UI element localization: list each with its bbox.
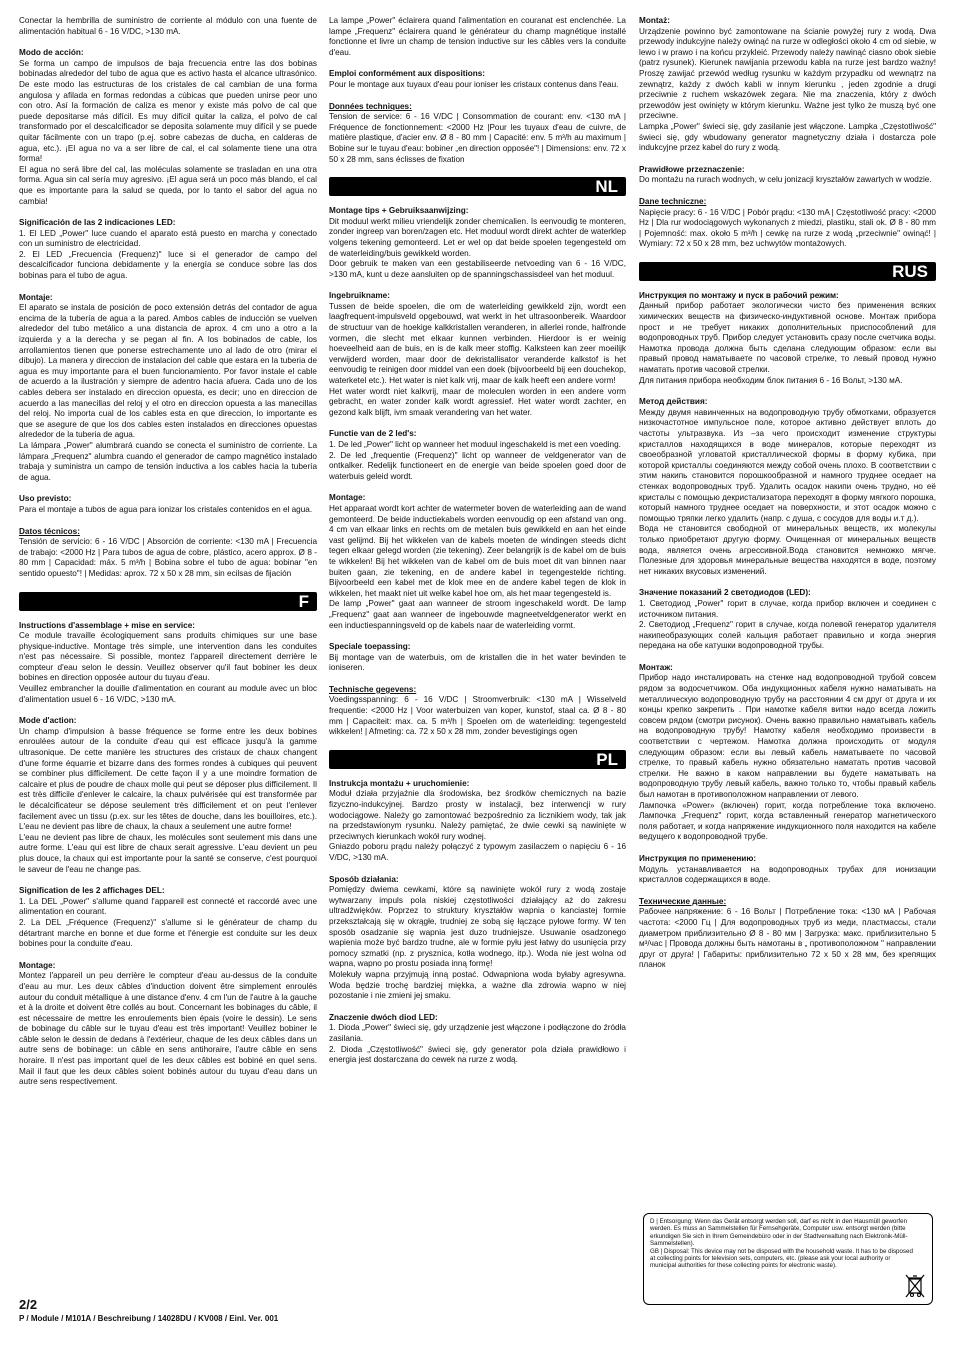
section-heading: Mode d'action:	[19, 716, 77, 726]
section-body: Do montażu na rurach wodnych, w celu jonizacji kryształów zawartych w wodzie.	[639, 175, 932, 185]
section-heading: Montage:	[329, 493, 366, 503]
section-heading: Functie van de 2 led's:	[329, 429, 417, 439]
section	[639, 291, 936, 386]
document-reference: P / Module / M101A / Beschreibung / 14028DU / KV008 / Einl. Ver. 001	[19, 1314, 279, 1323]
section-body: 1. De led „Power" licht op wanneer het moduul ingeschakeld is met een voeding. 2. De led „frequentie (Frequenz)" licht op wanneer de veldgenerator van de ontkalker. Redelijk functioneert en de energie van beide spoelen goed door de waterbuis geleid wordt.	[329, 440, 626, 481]
language-section-header: NL	[329, 177, 626, 196]
section	[19, 527, 317, 580]
section	[329, 642, 626, 674]
section-body: Pomiędzy dwiema cewkami, które są nawinięte wokół rury z wodą zostaje wytwarzany impuls pola niskiej częstotliwości działający aż do zakresu ultradźwięków. Poprzez to struktury kryształów wapnia o kanciastej formie przekształcają się w okrągłe, trudniej ze sobą się łączące pyłowe formy. W ten sposób osadzanie się wapnia jest duzo trudniejsze. Usuwanie osadzonego wapienia może być bardzo trudne, ale w formie pyłu jest łatwy do usunięcia przy pomocy szmatki (np. z prysznica, kotła wodnego, itp.). Woda nie jest wolna od wapna, wapno po prostu posiada inną formę! Molekuły wapna przyjmują inną postać. Odwapniona woda byłaby agresywna. Woda będzie trochę bardziej miękka, a ważne dla zdrowia wapno w niej pozostanie i nie zmieni jej smaku.	[329, 885, 626, 1001]
section-heading: Prawidłowe przeznaczenie:	[639, 164, 745, 174]
column-1	[19, 16, 317, 1099]
column-2	[329, 16, 626, 1077]
section-body: Montez l'appareil un peu derrière le compteur d'eau au-dessus de la conduite d'eau au mur. Les deux câbles d'induction doivent être simplement enroulés autour du conduit métallique à une distance d'env. 4 cm l'un de l'autre à la gauche et à la droite et doivent être collés au bout. Concernant les bobinages du câble, il est nécessaire de mettre les enroulements bien épais (voire le dessin). Le sens de bobinage du câble sur le tuyau d'eau est très important! Veuillez bobiner le câble selon le dessin de dedans à l'extérieur, chaque de les deux câbles dans un autre sens de bobinage: un câble en sens antihoraire, l'autre câble en sens horaire. Il n'est pas important quel de les deux câbles est bobiné en quel sens. Mail il faut que les deux câbles soient bobinés autour du tuyau d'eau dans un autre sens respectivement.	[19, 971, 317, 1087]
section-heading: Significación de las 2 indicaciones LED:	[19, 218, 176, 228]
section-body: Para el montaje a tubos de agua para ionizar los cristales contenidos en el agua.	[19, 504, 313, 514]
section-heading: Метод действия:	[639, 397, 708, 407]
section	[329, 69, 626, 90]
section-heading: Инструкция по монтажу и пуск в рабочий режим:	[639, 290, 839, 300]
section-body: 1. El LED „Power" luce cuando el aparato está puesto en marcha y conectado con un suministro de electricidad. 2. El LED „Frecuencia (Frequenz)" luce si el generador de campo del descalcificador funciona debidamente y la energía se conduce sobre las dos bobinas para el tubo de agua.	[19, 228, 317, 281]
language-section-header: PL	[329, 750, 626, 769]
section	[329, 875, 626, 1002]
paragraph: La lampe „Power" éclairera quand l'alimentation en couranat est enclenchée. La lampe „Frequenz" éclairera quand le générateur du champ magnétique installé fonctionne et livre un champ de tension inductive sur les câbles vers la conduite d'eau.	[329, 16, 626, 57]
section	[639, 165, 936, 186]
section-heading: Инструкция по применению:	[639, 853, 757, 863]
section-heading: Signification de les 2 affichages DEL:	[19, 886, 165, 896]
paragraph: Conectar la hembrilla de suministro de corriente al módulo con una fuente de alimentación habitual 6 - 16 V/DC, >130 mA.	[19, 16, 317, 36]
section-body: Рабочее напряжение: 6 - 16 Вольт | Потребление тока: <130 мА | Рабочая частота: <2000 Гц | Для водопроводных труб из меди, пластмассы, стали диаметром приблизительно Ø 8 - 80 мм | Загрузка: макс. приблизительно 5 м³/час | Провода должны быть намотаны в „ противоположном " направлении друг от друга! | Габариты: приблизительно 72 x 50 x 28 мм, без крепящих планок	[639, 907, 936, 970]
section	[19, 621, 317, 706]
section	[639, 663, 936, 843]
section-body: Pour le montage aux tuyaux d'eau pour ioniser les cristaux contenus dans l'eau.	[329, 79, 619, 89]
section-body: Un champ d'impulsion à basse fréquence se forme entre les deux bobines enroulées autour de la conduite d'eau qui est efficace jusqu'à la gamme ultrasonique. De cette manière les structures des cristaux de chaux changent d'une forme équarrie et bizarre dans des formes rondes à cubiques qui peuvent se combiner plus difficilement. De cette façon il y a une moindre formation de calcaire et plus de poudre de chaux molle qui peut se déposer plus difficilement. Il est très difficile d'enlever le calcaire, la chaux pulvérisée qui est transformée par le décalcificateur se dépose seulement très difficilement et on peut l'enlever facilement avec un tissu (p.ex. sur les têtes de douche, dans les bouilloires, etc.). L'eau ne devient pas libre de chaux, la chaux a seulement une autre forme! L'eau ne devient pas libre de chaux, les molécules sont seulement mis dans une autre forme. L'eau qui est libre de chaux serait agressive. L'eau devient un peu plus douce, la chaux qui est importante pour la santé se conserve, c'est pourquoi le saveur de l'eau ne change pas.	[19, 726, 317, 874]
section	[639, 397, 936, 577]
section-heading: Instrukcja montażu + uruchomienie:	[329, 778, 470, 788]
section-body: Tension de service: 6 - 16 V/DC | Consommation de courant: env. <130 mA | Fréquence de fonctionnement: <2000 Hz |Pour les tuyaux d'eau de cuivre, de matière plastique, d'acier env. Ø 8 - 80 mm | Capacité: env. 5 m³/h au maximum | Bobine sur le tuyau d'eau: bobiner „en direction opposée"! | Dimensions: env. 72 x 50 x 28 mm, sans éclisses de fixation	[329, 112, 626, 164]
section-heading: Montaż:	[639, 16, 670, 25]
section-heading: Монтаж:	[639, 662, 673, 672]
section-body: Voedingsspanning: 6 - 16 V/DC | Stroomverbruik: <130 mA | Wisselveld frequentie: <2000 Hz | Voor waterbuizen van koper, kunstof, staal ca. Ø 8 - 80 mm | Capaciteit: max. ca. 5 m³/h | Spoelen om de waterleiding: tegengesteld wikkelen! | Afmeting: ca. 72 x 50 x 28 mm, zonder bevestigings ogen	[329, 695, 626, 737]
section	[19, 293, 317, 484]
section-body: Urządzenie powinno być zamontowane na ścianie powyżej rury z wodą. Dwa przewody indukcyjne należy owinąć na rurze w odległości około 4 cm od siebie, w lewo i w prawo i na końcu przykleić. Przewody należy nawinąć ciasno obok siebie (patrz rysunek). Kierunek nawijania przewodu kabla na rurze jest bardzo ważny! Proszę zawijać przewód według rysunku w każdym przypadku od wewnątrz na zewnątrz, każdy z dwóch kabli w innym kierunku , jeden zgodnie a drugi przeciwnie z ruchem wskazówek zegara. Nie ma znaczenia, który z dwóch przewodów jest owinięty w którym kierunku. Ważne jest tylko że muszą być one przeciwne. Lampka „Power" świeci się, gdy zasilanie jest włączone. Lampka „Częstotliwość" świeci się, gdy wbudowany generator magnetyczny działa i dostarcza pole indukcyjne przez kabel do rury z wodą.	[639, 26, 936, 153]
section-body: Moduł działa przyjaźnie dla środowiska, bez środków chemicznych na bazie fizyczno-indukcyjnej. Bardzo prosty w instalacji, bez interwencji w rury wodociągowe. Należy go zamontować bezpośrednio za licznikiem wody, tak jak na przedstawionym rysunku. Należy pamiętać, że dwie cewki są nawinięte w przeciwnych kierunkach wokół rury wodnej. Gniazdo poboru prądu należy połączyć z typowym zasilaczem o napięciu 6 - 16 V/DC, >130 mA.	[329, 789, 626, 862]
section	[329, 429, 626, 482]
section-heading: Modo de acción:	[19, 48, 84, 58]
section	[329, 1013, 626, 1066]
section-heading: Montaje:	[19, 292, 53, 302]
section-heading: Значение показаний 2 светодиодов (LED):	[639, 588, 811, 598]
page-number: 2/2	[19, 1297, 38, 1312]
section-body: 1. Dioda „Power" świeci się, gdy urządzenie jest włączone i podłączone do źródła zasilania. 2. Dioda „Częstotliwość" świeci się, gdy generator pola działa prawidłowo i energia jest dostarczana do cewek na rurze z wodą.	[329, 1023, 626, 1065]
section-body: Между двумя навинченных на водопроводную трубу обмотками, образуется низкочастотное импульсное поле, которое активно действует вплоть до частоты ультразвука. Из –за чего происходит изменение структуры кристаллов находящихся в воде минералов, которые переходят из своеобразной угловатой кристаллической формы в форму кубика, при которой кристаллы соединяются между собой очень плохо. В соответствии с этим накипь становится порошкообразной и намного труднее оседает на стенках водопроводных труб. Удалить осадок накипи очень трудно, но её кристалы с помощью декристализатора переходят в форму мягкого порошка, который намного труднее оседает на поверхности, и этот осадок можно с помощью тряпки легко удалить (напр. с душа, с сосудов для воды и.т д.). Вода не становится свободной от минеральных веществ, их молекулы только приобретают другую форму. Очищенная от минеральных веществ вода, является очень агрессивной.Вода становится немножко мягче. Полезные для здоровья минеральные вещества находятся в воде, поэтому нет никаких вкусовых изменений.	[639, 407, 936, 576]
section-body: Bij montage van de waterbuis, om de kristallen die in het water bevinden te ioniseren.	[329, 652, 626, 673]
page-footer	[19, 1297, 278, 1323]
section-heading: Uso previsto:	[19, 494, 72, 504]
section-heading: Données techniques:	[329, 101, 412, 111]
section-body: Napięcie pracy: 6 - 16 V/DC | Pobór prądu: <130 mA | Częstotliwość pracy: <2000 Hz | Dla rur wodociągowych wykonanych z miedzi, plastiku, stali ok. Ø 8 - 80 mm | Pojemność: max. około 5 m³/h | cewkę na rurze z wodą „przeciwnie" owinąć! | Wymiary: 72 x 50 x 28 mm, bez uchwytów montażowych.	[639, 207, 936, 249]
section	[329, 206, 626, 280]
section-body: Ce module travaille écologiquement sans produits chimiques sur une base physique-inductive. Montage très simple, une intervention dans les conduites n'est pas nécessaire. Si possible, montez l'appareil directement derrière le compteur d'eau selon le dessin. Veuillez observer qu'il faut bobiner les deux bobines en direction opposée autour du tuyau d'eau. Veuillez embrancher la douille d'alimentation en courant au module avec un bloc d'alimentation usuel 6 - 16 V/DC, >130 mA.	[19, 631, 317, 704]
section	[329, 779, 626, 864]
language-section-header: RUS	[639, 262, 936, 281]
section-heading: Технические данные:	[639, 896, 727, 906]
section-body: Tussen de beide spoelen, die om de waterleiding gewikkeld zijn, wordt een laagfrequent-impulsveld opgebouwd, wat werkt in het ultrasoonbereik. Waardoor de structuur van de hoekige kalkkristallen veranderen, in allerlei ronde, halfronde vormen, die slecht met elkaar kunnen verbinden. Hierdoor is er weinig hoeveelheid aan de buis, en is de kalk meer stoffig. Kalksteen kan zeer moeilijk verwijderd worden, maar door de dekristallisator veranderde kalkstof is het eenvoudig te reinigen door middel van een doek (bijvoorbeeld bij een douchekop, waterketel etc.). Het water is niet kalk vrij, maar de kalk heeft een andere vorm! Het water wordt niet kalkvrij, maar de moleculen worden in een andere vorm gebracht, en water zonder kalk wordt agressief. Het water wordt zachter, en gezond kalk blijft, ivm smaak verandering van het water.	[329, 301, 626, 417]
section-body: El aparato se instala de posición de poco extensión detrás del contador de agua encima de la tubería de agua a la pared. Ambos cables de inducción se vuelven alrededor del tubo metálico a una distancia de aprox. 4 cm uno a otro a la izquierda y a la derecha y se pegan al fin. A los bobinados de cable, los arrollamientos tienen que ponerse estrechamente uno al lado de otro (mirar el dibujo). La manera y direccion de instalacion del cable que estara en la tuberia de agua es muy importante para el buen funcionamiento. Por favor instale el cable de acuerdo a la ilustración y siempre de adentro hacia afuera. Cada uno de los cables debera ser instalado en direccion opuesta, es decir; uno en direccion de acuerdo a las manecillas del reloj y el otro en direccion opuesta a las manecillas del reloj. No importa cual de los cables esta en que direccion, lo importante es que se asegure de que los dos cables esten instalados en direcciones opuestas alrededor de la tuberia de agua. La lámpara „Power" alumbrará cuando se conecta el suministro de corriente. La lámpara „Frequenz" alumbra cuando el generador de campo magnético instalado trabaja y suministra un campo de tensión inductiva a los cables hacia la tubería de agua.	[19, 303, 317, 482]
section	[639, 897, 936, 971]
section-heading: Emploi conformément aux dispositions:	[329, 69, 486, 79]
section-heading: Montage:	[19, 960, 56, 970]
disposal-text-gb: GB | Disposal: This device may not be disposed with the household waste. It has to be disposed at collecting points for television sets, computers, etc. (please ask your local authority or municipal authorities for these collecting points for electronic waste).	[650, 1247, 913, 1270]
section-body: Se forma un campo de impulsos de baja frecuencia entre las dos bobinas bobinadas alrededor del tubo de agua que es activo hasta el alcance ultrasónico. De este modo las estructuras de los cristales de cal cambian de una forma angulosa y afilada en formas redondas a cúbicas que pueden unirse peor uno con otro. Así la formación de caliza es menor y existe más polvo de cal que puede depositarse más difícil. Es muy difícil quitar la caliza, el polvo de cal transformado por el descalcificador se deposita solamente muy difícil y se puede quitar fácilmente con un trapo (p.ej. sobre cabezas de ducha, en calderas de agua, etc.). ¡El agua no va a ser libre de cal, el cal solamente tiene una otra forma! El agua no será libre del cal, las moléculas solamente se trasladan en una otra forma. Agua sin cal sería muy agresivo. ¡El agua será un poco más blando, el cal que es importante para la salud se queda, por lo tanto el sabor del agua no cambia!	[19, 58, 317, 206]
section-body: 1. La DEL „Power" s'allume quand l'appareil est connecté et raccordé avec une alimentation en courant. 2. La DEL „Fréquence (Frequenz)" s'allume si le générateur de champ du détartrant marche en bonne et due forme et l'énergie est conduite sur les deux bobines pour la conduite d'eau.	[19, 896, 317, 949]
disposal-text-de: D | Entsorgung: Wenn das Gerät entsorgt werden soll, darf es nicht in den Hausmüll geworfen werden. Es muss an Sammelstellen für Fernsehgeräte, Computer usw. entsorgt werden (bitte erkundigen Sie sich in Ihrem Gemeindebüro oder in der Stadtverwaltung nach Elektronik-Müll-Sammelstellen).	[650, 1218, 908, 1248]
section	[19, 494, 317, 515]
section-body: Прибор надо инсталировать на стенке над водопроводной трубой совсем рядом за водосчетчиком. Оба индукционных кабеля нужно наматывать на металлическую водопроводную трубу на расстоянии 4 см друг от друга и их концы крепко закрепить . При намотке кабеля витки надо всегда ложить совсем рядом (смотри рисунок). Очень важно правильно наматывать кабель на водопроводную трубу! Намотку кабеля необходимо произвести в соответствии с чертежом. Намотка должна происходить от модуля следующим образом: если вы левый кабель наматываете по часовой стрелке, то правый кабель нужно обязательно наматать против часовой стрелки. Не важно в каком направлении вы будете наматывать на водопроводную трубу левый кабель, важно только то, чтобы правый кабель был намотан в противоположном направлении от левого. Лампочка «Power» (включен) горит, когда потребление тока включено. Лампочка „Frequenz" горит, когда вставленный генератор магнетического поля работает, и когда напряжение индукционного поля находится на кабеле ведущего к водопроводной трубе.	[639, 673, 936, 842]
section-heading: Technische gegevens:	[329, 684, 417, 694]
crossed-out-wheelie-bin-icon	[904, 1273, 926, 1299]
section-body: Tensión de servicio: 6 - 16 V/DC | Absorción de corriente: <130 mA | Frecuencia de trabajo: <2000 Hz | Para tubos de agua de cobre, plástico, acero approx. Ø 8 - 80 mm | Capacidad: máx. 5 m³/h | Bobina sobre el tubo de agua: bobinar "en sentido opuesto"! | Medidas: aprox. 72 x 50 x 28 mm, sin ecilsas de fijación	[19, 537, 317, 578]
section	[19, 886, 317, 950]
section-body: Het apparaat wordt kort achter de watermeter boven de waterleiding aan de wand gemonteerd. De beide inductiekabels worden eenvoudig op een afstand van ong. 4 cm van elkaar links en rechts om de metalen buis gewikkeld en aan het einde vast gelijmd. Bij het wikkelen van de kabels moeten de windingen steeds dicht tegen elkaar gelegd worden (zie tekening). Zeer belangrijk is de kabel om de buis te wikkelen! Bij het wikkelen van de kabel om de buis moet dit van binnen naar buiten gaan, zie tekening, en de andere kabel in tegengestelde richting. Bijvoorbeeld een kabel met de klok mee en de andere kabel tegen de klok in wikkelen, het maakt niet uit welke kabel hoe om, als het maar tegengesteld is. De lamp „Power" gaat aan wanneer de stroom ingeschakeld wordt. De lamp „Frequenz" gaat aan wanneer de ingebouwde magneetveldgenerator werkt en een inductiespanningsveld op de kabels naar de waterleiding vormt.	[329, 503, 626, 630]
section	[19, 961, 317, 1088]
section	[329, 102, 626, 166]
section-body: Модуль устанавливается на водопроводных трубах для ионизации кристаллов содержащихся в воде.	[639, 864, 936, 885]
section	[639, 16, 936, 154]
section	[329, 291, 626, 418]
section-heading: Montage tips + Gebruiksaanwijzing:	[329, 206, 469, 216]
section	[329, 493, 626, 631]
section	[19, 16, 317, 37]
section	[19, 218, 317, 282]
section-body: Данный прибор работает экологически чисто без применения всяких химических веществ на физическо-индуктивной основе. Монтаж прибора прост и не требует никаких дополнительных приспособлений для водопроводных труб. Прибор следует установить сразу после счетчика воды. Намотка провода должна быть сделана следующим образом: если вы правый провод наматываете по часовой стрелке, то левый провод нужно наматать против часовой стрелки. Для питания прибора необходим блок питания 6 - 16 Вольт, >130 мА.	[639, 301, 936, 385]
section-heading: Ingebruikname:	[329, 291, 390, 301]
section-heading: Datos técnicos:	[19, 526, 80, 536]
section-heading: Sposób działania:	[329, 874, 399, 884]
language-section-header: F	[19, 592, 317, 611]
disposal-notice-box	[643, 1213, 933, 1305]
section	[639, 588, 936, 652]
section	[639, 854, 936, 886]
section-body: 1. Светодиод „Power" горит в случае, когда прибор включен и соединен с источником питания. 2. Светодиод „Frequenz" горит в случае, когда полевой генератор удалителя накипеобразующих солей кальция работает правильно и когда энергия передана на обе катушки водопроводной трубы.	[639, 598, 936, 651]
column-3	[639, 16, 936, 982]
section-heading: Speciale toepassing:	[329, 642, 411, 652]
section	[19, 716, 317, 875]
section	[639, 197, 936, 250]
section	[329, 16, 626, 58]
section	[329, 685, 626, 738]
section-heading: Znaczenie dwóch diod LED:	[329, 1012, 438, 1022]
section-body: Dit moduul werkt milieu vriendelijk zonder chemicalien. Is eenvoudig te monteren, zonder ingreep van boren/zagen etc. Het moduul wordt direkt achter de waterklep volgens tekening gemonteerd. Let er wel op dat beide spoelen tegengesteld om de waterleiding/buis gewikkeld worden. Door gebruik te maken van een gestabiliseerde netvoeding van 6 - 16 V/DC, >130 mA, kunt u deze aansluiten op de spanningschassisdeel van het moduul.	[329, 216, 626, 279]
section-heading: Dane techniczne:	[639, 196, 707, 206]
section-heading: Instructions d'assemblage + mise en service:	[19, 620, 196, 630]
section	[19, 48, 317, 207]
